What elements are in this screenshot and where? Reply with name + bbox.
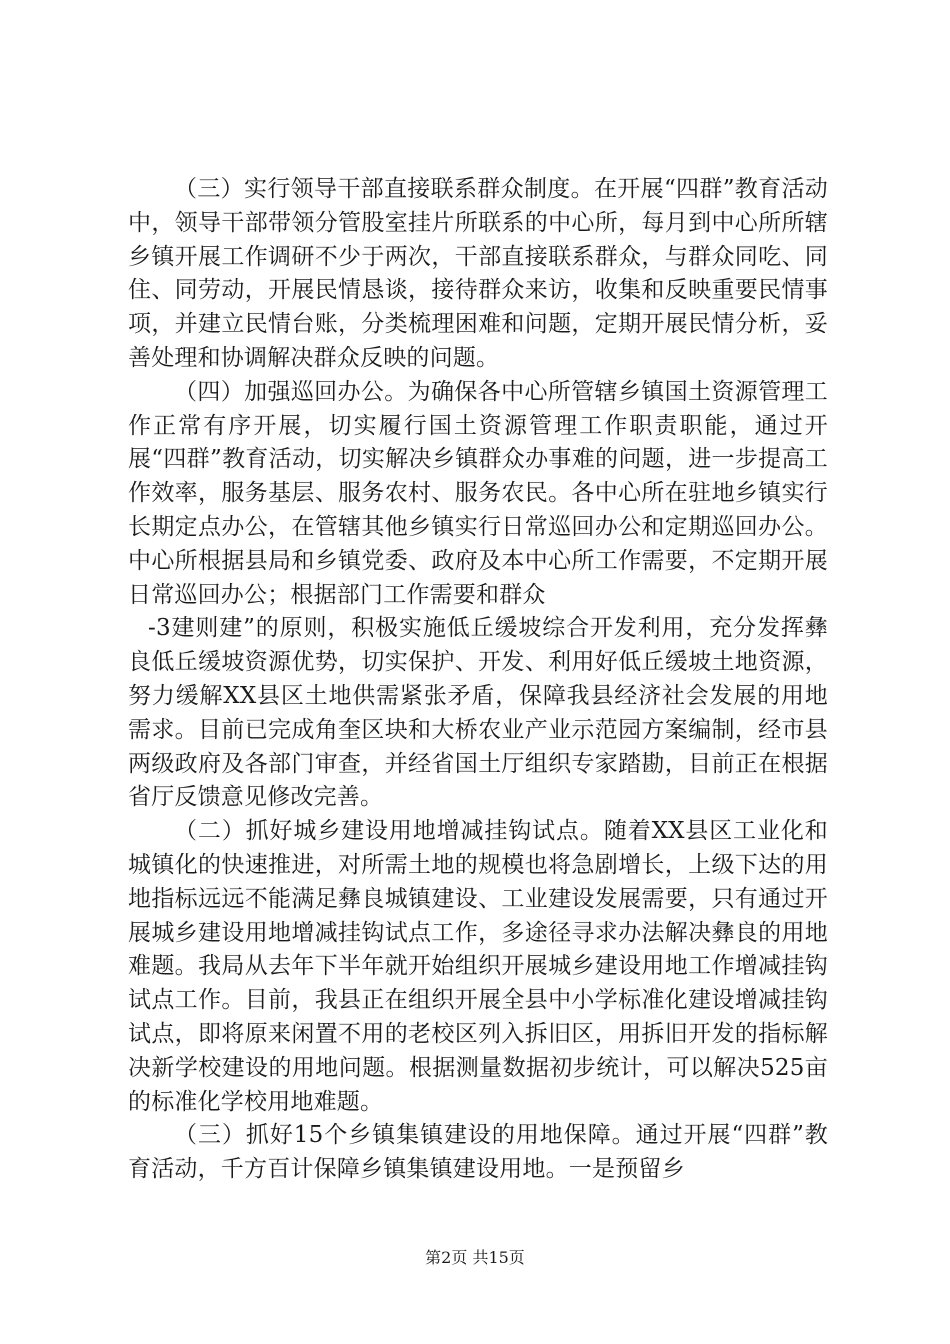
paragraph-circuit-office: （四）加强巡回办公。为确保各中心所管辖乡镇国土资源管理工作正常有序开展，切实履行国土资源管理工作职责职能，通过开展“四群”教育活动，切实解决乡镇群众办事难的问题，进一步提高工作效率，服务基层、服务农村、服务农民。各中心所在驻地乡镇实行长期定点办公，在管辖其他乡镇实行日常巡回办公和定期巡回办公。中心所根据县局和乡镇党委、政府及本中心所工作需要，不定期开展日常巡回办公；根据部门工作需要和群众 xyxy=(128,378,828,608)
paragraph-town-land-guarantee: （三）抓好15个乡镇集镇建设的用地保障。通过开展“四群”教育活动，千方百计保障乡镇集镇建设用地。一是预留乡 xyxy=(128,1122,828,1183)
paragraph-land-linkage-pilot: （二）抓好城乡建设用地增减挂钩试点。随着XX县区工业化和城镇化的快速推进，对所需土地的规模也将急剧增长，上级下达的用地指标远远不能满足彝良城镇建设、工业建设发展需要，只有通过开展城乡建设用地增减挂钩试点工作，多途径寻求办法解决彝良的用地难题。我局从去年下半年就开始组织开展城乡建设用地工作增减挂钩试点工作。目前，我县正在组织开展全县中小学标准化建设增减挂钩试点，即将原来闲置不用的老校区列入拆旧区，用拆旧开发的指标解决新学校建设的用地问题。根据测量数据初步统计，可以解决525亩的标准化学校用地难题。 xyxy=(128,818,828,1115)
paragraph-low-hill-development: -3建则建”的原则，积极实施低丘缓坡综合开发利用，充分发挥彝良低丘缓坡资源优势，切实保护、开发、利用好低丘缓坡土地资源，努力缓解XX县区土地供需紧张矛盾，保障我县经济社会发展的用地需求。目前已完成角奎区块和大桥农业产业示范园方案编制，经市县两级政府及各部门审查，并经省国土厅组织专家踏勘，目前正在根据省厅反馈意见修改完善。 xyxy=(128,615,828,811)
document-body xyxy=(128,173,828,1187)
paragraph-leader-contact: （三）实行领导干部直接联系群众制度。在开展“四群”教育活动中，领导干部带领分管股室挂片所联系的中心所，每月到中心所所辖乡镇开展工作调研不少于两次，干部直接联系群众，与群众同吃、同住、同劳动，开展民情恳谈，接待群众来访，收集和反映重要民情事项，并建立民情台账，分类梳理困难和问题，定期开展民情分析，妥善处理和协调解决群众反映的问题。 xyxy=(128,176,828,371)
page-footer: 第2页 共15页 xyxy=(425,1248,525,1267)
